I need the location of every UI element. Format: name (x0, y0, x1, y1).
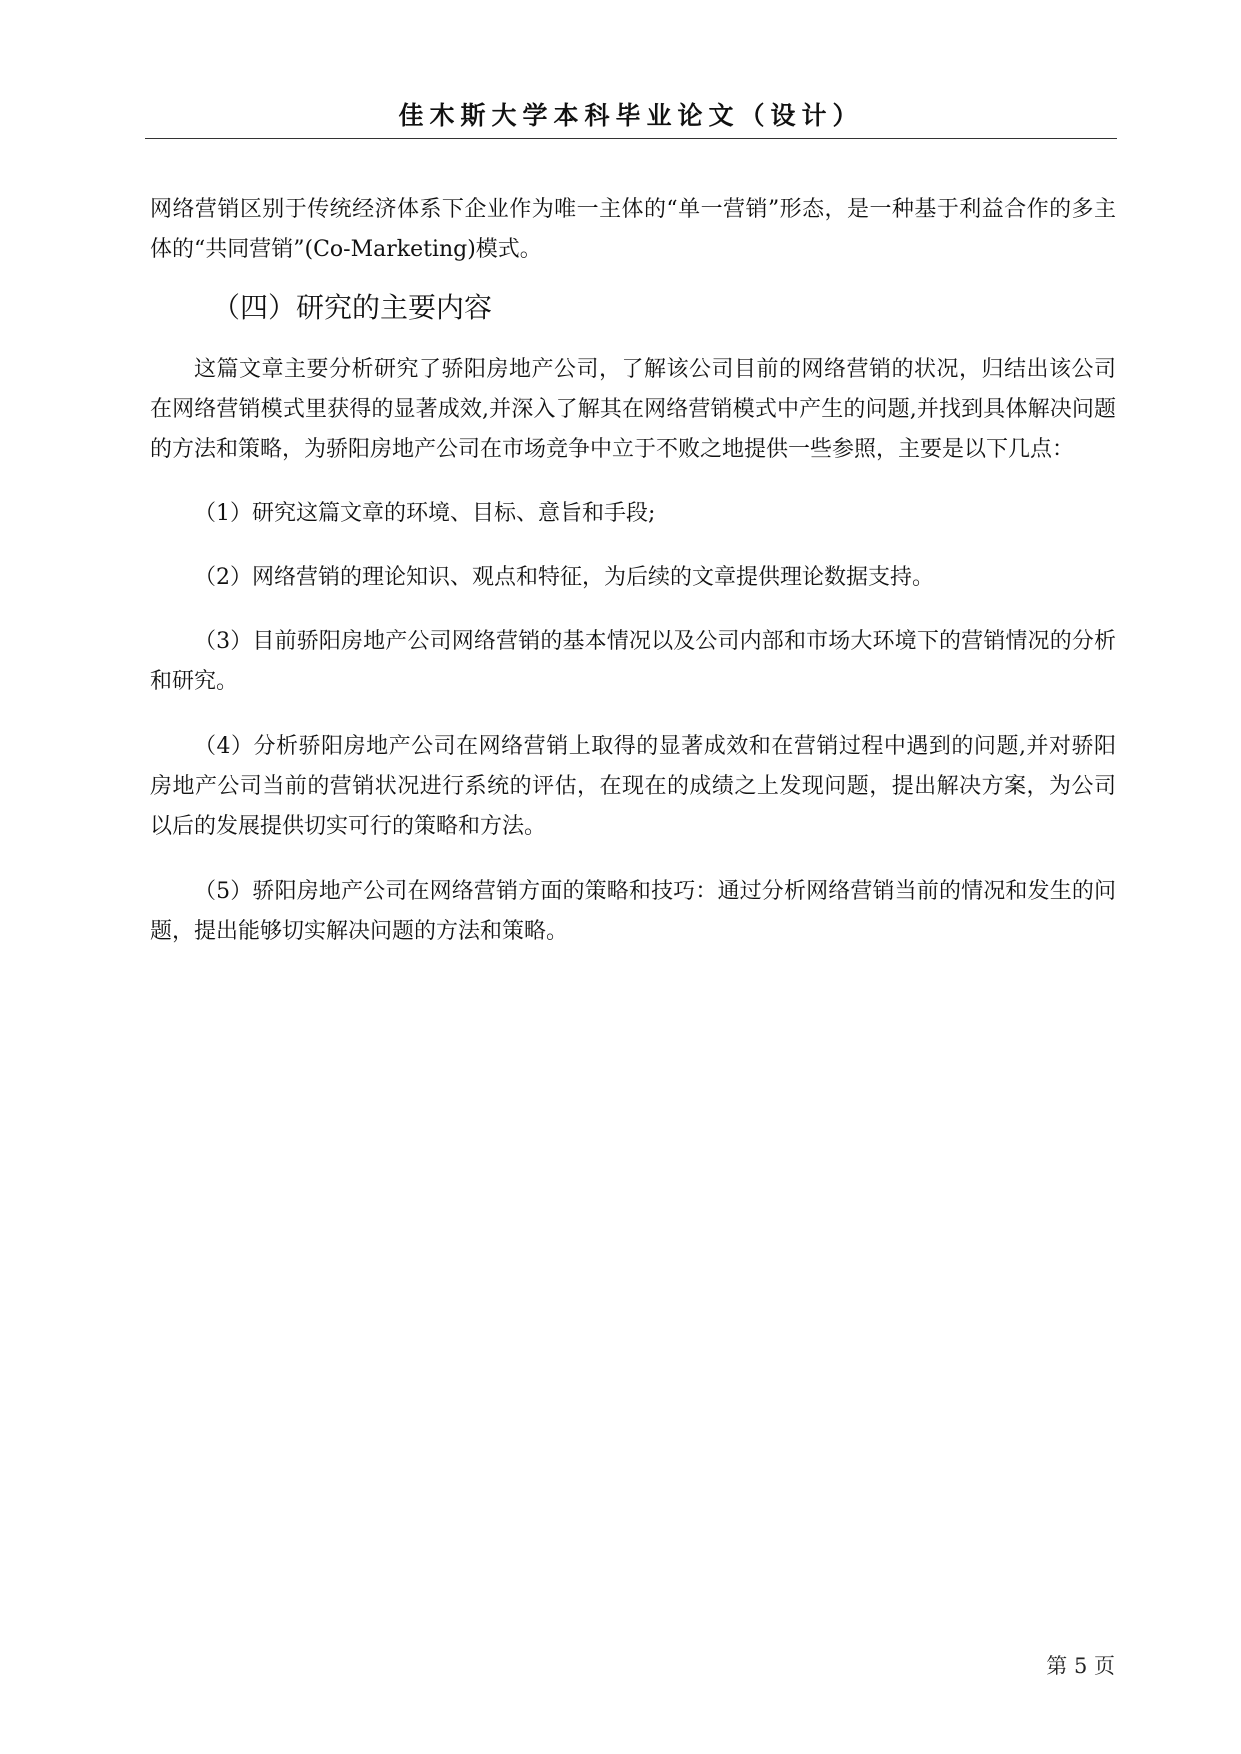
list-item-3: （3）目前骄阳房地产公司网络营销的基本情况以及公司内部和市场大环境下的营销情况的分析和研究。 (150, 629, 1116, 694)
list-item-1: （1）研究这篇文章的环境、目标、意旨和手段; (194, 501, 656, 526)
list-item-4: （4）分析骄阳房地产公司在网络营销上取得的显著成效和在营销过程中遇到的问题,并对骄阳房地产公司当前的营销状况进行系统的评估，在现在的成绩之上发现问题，提出解决方案，为公司以后的发展提供切实可行的策略和方法。 (150, 734, 1116, 839)
page-header-title: 佳木斯大学本科毕业论文（设计） (398, 101, 864, 130)
intro-paragraph: 网络营销区别于传统经济体系下企业作为唯一主体的“单一营销”形态，是一种基于利益合作的多主体的“共同营销”(Co-Marketing)模式。 (150, 197, 1116, 262)
page-number: 第 5 页 (1046, 1654, 1115, 1678)
list-item-2: （2）网络营销的理论知识、观点和特征，为后续的文章提供理论数据支持。 (194, 565, 934, 590)
header-divider (145, 138, 1117, 139)
list-item-5: （5）骄阳房地产公司在网络营销方面的策略和技巧：通过分析网络营销当前的情况和发生的问题，提出能够切实解决问题的方法和策略。 (150, 879, 1116, 944)
section-paragraph: 这篇文章主要分析研究了骄阳房地产公司，了解该公司目前的网络营销的状况，归结出该公司在网络营销模式里获得的显著成效,并深入了解其在网络营销模式中产生的问题,并找到具体解决问题的方法和策略，为骄阳房地产公司在市场竞争中立于不败之地提供一些参照，主要是以下几点： (150, 357, 1116, 462)
section-heading: （四）研究的主要内容 (212, 291, 493, 324)
document-body (150, 190, 1116, 952)
